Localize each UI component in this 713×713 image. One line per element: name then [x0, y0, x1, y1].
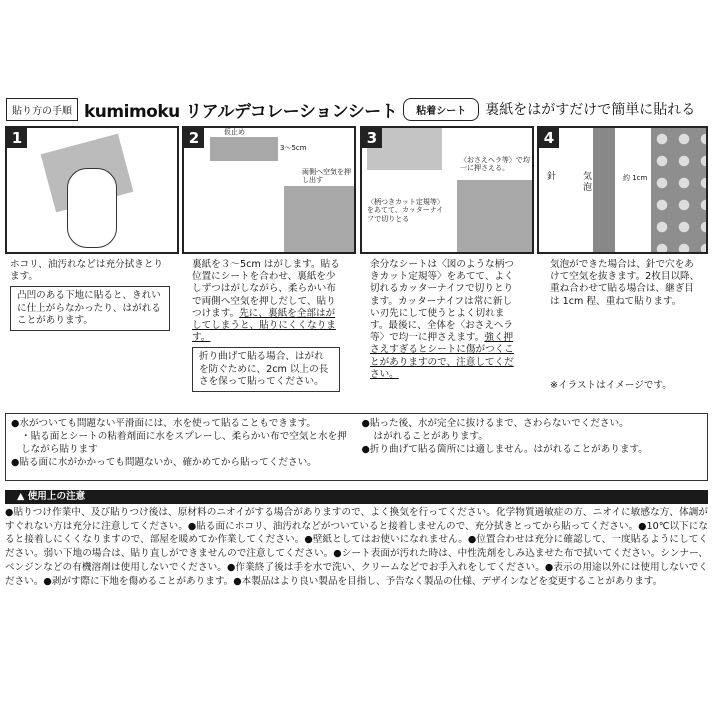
step-2-warning: 先に、裏紙を全部はがしてしまうと、貼りにくくなります。 — [192, 307, 336, 344]
step-3-desc: 余分なシートは〈図のような柄つきカット定規等〉をあてて、よく切れるカッターナイフで切りとります。カッターナイフは常に新しい刃先にして使うとよく切れます。最後に、全体を〈おさえヘラ等〉で均一に押さえます。 — [370, 259, 514, 344]
label-temp: 仮止め — [224, 128, 245, 136]
step-3-illustration — [360, 126, 534, 254]
label-needle: 針 — [547, 172, 557, 182]
label-push: 両側へ空気を押し出す — [302, 168, 351, 185]
label-overlap: 約 1cm — [623, 174, 648, 182]
sheet-shape — [210, 137, 278, 161]
water-note: ・貼る面とシートの粘着剤面に水をスプレーし、柔らかい布で空気と水を押しながら貼ります — [21, 431, 347, 455]
step-1-note: 凸凹のある下地に貼ると、きれいに仕上がらなかったり、はがれることがあります。 — [10, 286, 170, 331]
caution-heading: ▲ 使用上の注意 — [5, 490, 708, 504]
water-left — [6, 414, 357, 480]
water-note: はがれることがあります。 — [373, 431, 488, 442]
wall-shape — [284, 186, 354, 252]
type-badge: 粘着シート — [403, 98, 479, 121]
label-bubble: 気泡 — [583, 172, 593, 193]
step-number: 4 — [539, 128, 559, 148]
step-number: 2 — [184, 128, 204, 148]
water-note: ●水がついても問題ない平滑面には、水を使って貼ることもできます。 — [11, 418, 317, 429]
product-title: kumimoku リアルデコレーションシート — [84, 101, 398, 122]
hand-shape — [67, 168, 117, 248]
step-4-desc: 気泡ができた場合は、針で穴をあけて空気を抜きます。2枚目以降、重ね合わせて貼る場合は、継ぎ目は 1cm 程、重ねて貼ります。 — [550, 259, 700, 307]
label-press: 〈おさえヘラ等〉で均一に押さえる。 — [460, 156, 530, 173]
label-cut: 〈柄つきカット定規等〉をあてて、カッターナイフで切りとる — [367, 198, 444, 223]
steps-tag: 貼り方の手順 — [6, 98, 78, 121]
step-3-warning: 強く押さえすぎるとシートに傷がつくことがありますので、注意してください。 — [370, 332, 514, 380]
step-1-text — [10, 259, 170, 331]
wall-edge-shape — [593, 128, 615, 254]
step-2-text — [192, 259, 340, 392]
header — [6, 96, 707, 122]
step-1-desc: ホコリ、油汚れなどは充分拭きとります。 — [10, 259, 164, 283]
water-right — [357, 414, 708, 480]
water-application-box — [5, 413, 708, 481]
water-note: ●折り曲げて貼る箇所には適しません。はがれることがあります。 — [361, 444, 648, 455]
subtitle: 裏紙をはがすだけで簡単に貼れる — [485, 102, 696, 118]
step-2-desc: 裏紙を３～5cm はがします。貼る位置にシートを合わせ、裏紙を少しずつはがしながら、柔らかい布で両側へ空気を押しだして、貼りつけます。 — [192, 259, 340, 319]
dotted-sheet-shape — [651, 128, 708, 254]
caution-text: ●貼りつけ作業中、及び貼りつけ後は、原材料のニオイがする場合がありますので、よく換気を行ってください。化学物質過敏症の方、ニオイに敏感な方、体調がすぐれない方は充分に注意してください。●貼る面にホコリ、油汚れなどがついていると接着しませんので、充分拭きとってから貼ってください。●10℃以下になると接着しにくくなりますので、部屋を暖めてか作業してください。●壁紙としてはお使いになれません。●位置合わせは充分に確認して、一度貼るようにしてください。弱い下地の場合は、貼り直しができませんので注意してください。●シート表面が汚れた時は、中性洗剤をしみ込ませた布で拭いてください。シンナー、ベンジンなどの有機溶剤は使用しないでください。●作業終了後は手を水で洗い、クリームなどでお手入れをしてください。●表示の用途以外には使用しないでください。●剥がす際に下地を傷めることがあります。●本製品はより良い製品を目指し、予告なく製品の仕様、デザインなどを変更することがあります。 — [5, 507, 708, 587]
water-note: ●貼る面に水がかかっても問題ないか、確かめてから貼ってください。 — [11, 457, 317, 468]
step-2-note: 折り曲げて貼る場合、はがれを防ぐために、2cm 以上の長さを保って貼ってください。 — [192, 347, 340, 392]
step-2-illustration — [182, 126, 356, 254]
step-1-illustration — [5, 126, 179, 254]
step-number: 1 — [7, 128, 27, 148]
step-4-illustration — [537, 126, 708, 254]
step-number: 3 — [362, 128, 382, 148]
step-3-text — [370, 259, 518, 381]
wall-shape — [457, 180, 534, 254]
label-size: 3～5cm — [280, 144, 307, 152]
water-note: ●貼った後、水が完全に抜けるまで、さわらないでください。 — [361, 418, 629, 429]
step-4-text — [550, 259, 700, 392]
illustration-footnote: ※イラストはイメージです。 — [550, 379, 672, 391]
